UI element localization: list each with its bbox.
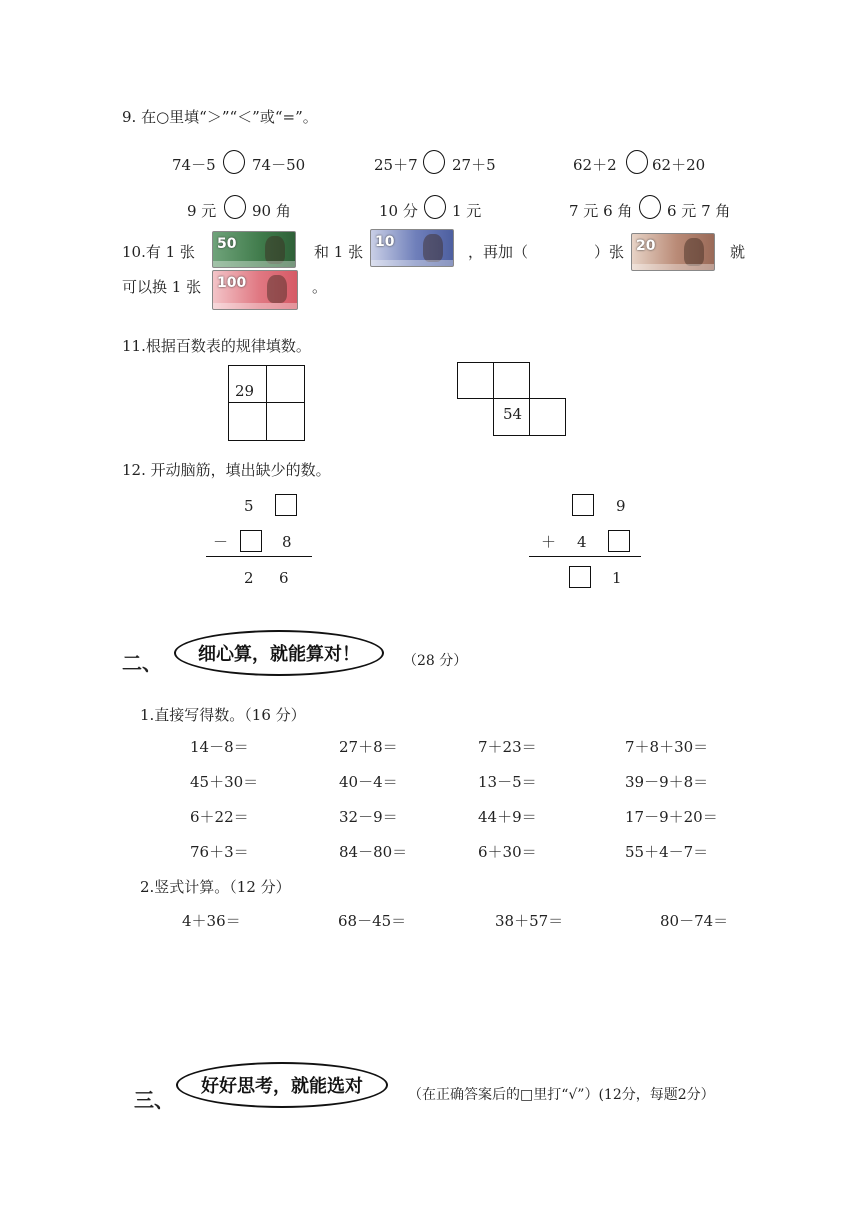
calc-problem: 32－9＝ — [339, 808, 398, 826]
add-result-ones: 1 — [612, 569, 622, 587]
banknote-10-yuan — [370, 229, 454, 267]
q9-r2c1-left: 9 元 — [187, 202, 217, 220]
q9-title: 9. 在○里填“＞”“＜”或“=”。 — [122, 108, 318, 126]
banknote-20-yuan — [631, 233, 715, 271]
q10-text-2: 和 1 张 — [314, 243, 364, 261]
section-3-banner: 好好思考，就能选对 — [176, 1062, 388, 1108]
bill-label: 10 — [375, 234, 395, 250]
grid-cell-blank[interactable] — [266, 402, 305, 441]
q10-text-1: 10.有 1 张 — [122, 243, 195, 261]
answer-box[interactable] — [240, 530, 262, 552]
banknote-50-yuan — [212, 231, 296, 268]
calc-problem: 27＋8＝ — [339, 738, 398, 756]
divider-line — [206, 556, 312, 557]
calc-problem: 6＋22＝ — [190, 808, 249, 826]
calc-problem: 13－5＝ — [478, 773, 537, 791]
calc-problem: 17－9＋20＝ — [625, 808, 718, 826]
calc-problem: 14－8＝ — [190, 738, 249, 756]
q9-r2c2-right: 1 元 — [452, 202, 482, 220]
grid-cell-blank[interactable] — [266, 365, 305, 403]
grid-cell-blank[interactable] — [228, 402, 267, 441]
grid-cell-filled: 54 — [493, 398, 530, 436]
q10-text-4: ）张 — [594, 243, 625, 261]
q12-title: 12. 开动脑筋，填出缺少的数。 — [122, 461, 331, 479]
q10-text-7: 。 — [312, 278, 328, 296]
banknote-100-yuan — [212, 270, 298, 310]
calc-problem: 76＋3＝ — [190, 843, 249, 861]
answer-box[interactable] — [608, 530, 630, 552]
divider-line — [529, 556, 641, 557]
q11-title: 11.根据百数表的规律填数。 — [122, 337, 311, 355]
calc-problem: 55＋4－7＝ — [625, 843, 709, 861]
compare-circle[interactable] — [224, 195, 246, 219]
vertical-problem: 80－74＝ — [660, 912, 729, 930]
q9-r1c2-right: 27＋5 — [452, 156, 496, 174]
q9-r2c2-left: 10 分 — [379, 202, 418, 220]
sub-operator: － — [213, 533, 229, 551]
section-2-number: 二、 — [122, 651, 162, 675]
sub-result-ones: 6 — [279, 569, 289, 587]
bill-label: 20 — [636, 238, 656, 254]
compare-circle[interactable] — [639, 195, 661, 219]
add-operator: ＋ — [541, 533, 557, 551]
grid-cell-blank[interactable] — [529, 398, 566, 436]
answer-box[interactable] — [275, 494, 297, 516]
bill-label: 100 — [217, 275, 247, 291]
sub-result-tens: 2 — [244, 569, 254, 587]
portrait-icon — [684, 238, 704, 266]
q10-text-5: 就 — [730, 243, 746, 261]
bill-label: 50 — [217, 236, 237, 252]
calc-problem: 39－9＋8＝ — [625, 773, 709, 791]
calc-problem: 44＋9＝ — [478, 808, 537, 826]
compare-circle[interactable] — [223, 150, 245, 174]
answer-box[interactable] — [572, 494, 594, 516]
sub-top-tens: 5 — [244, 497, 254, 515]
compare-circle[interactable] — [423, 150, 445, 174]
calc-problem: 6＋30＝ — [478, 843, 537, 861]
add-top-ones: 9 — [616, 497, 626, 515]
vertical-problem: 68－45＝ — [338, 912, 407, 930]
portrait-icon — [267, 275, 287, 303]
calc-problem: 84－80＝ — [339, 843, 408, 861]
q9-r1c2-left: 25＋7 — [374, 156, 418, 174]
q9-r2c1-right: 90 角 — [252, 202, 291, 220]
calc-problem: 45＋30＝ — [190, 773, 259, 791]
calc-problem: 7＋8＋30＝ — [625, 738, 709, 756]
compare-circle[interactable] — [424, 195, 446, 219]
portrait-icon — [423, 234, 443, 262]
portrait-icon — [265, 236, 285, 264]
section-2-score: （28 分） — [403, 653, 468, 669]
section-3-note: （在正确答案后的□里打“√”）(12分，每题2分） — [408, 1087, 715, 1103]
q9-r2c3-right: 6 元 7 角 — [667, 202, 731, 220]
q9-r1c1-left: 74－5 — [172, 156, 216, 174]
calc-problem: 7＋23＝ — [478, 738, 537, 756]
q9-r1c1-right: 74－50 — [252, 156, 306, 174]
grid-cell-blank[interactable] — [457, 362, 494, 399]
sub-mid-ones: 8 — [282, 533, 292, 551]
s2-sub2-title: 2.竖式计算。（12 分） — [140, 878, 291, 896]
add-mid-tens: 4 — [577, 533, 587, 551]
section-2-banner: 细心算，就能算对！ — [174, 630, 384, 676]
q10-text-3: ，再加（ — [468, 243, 529, 261]
vertical-problem: 4＋36＝ — [182, 912, 241, 930]
q9-r1c3-right: 62＋20 — [652, 156, 706, 174]
q9-r1c3-left: 62＋2 — [573, 156, 617, 174]
answer-box[interactable] — [569, 566, 591, 588]
q9-r2c3-left: 7 元 6 角 — [569, 202, 633, 220]
grid-cell-filled: 29 — [228, 365, 267, 403]
calc-problem: 40－4＝ — [339, 773, 398, 791]
q10-text-6: 可以换 1 张 — [122, 278, 202, 296]
grid-cell-blank[interactable] — [493, 362, 530, 399]
s2-sub1-title: 1.直接写得数。（16 分） — [140, 706, 306, 724]
section-3-number: 三、 — [134, 1088, 174, 1112]
vertical-problem: 38＋57＝ — [495, 912, 564, 930]
compare-circle[interactable] — [626, 150, 648, 174]
